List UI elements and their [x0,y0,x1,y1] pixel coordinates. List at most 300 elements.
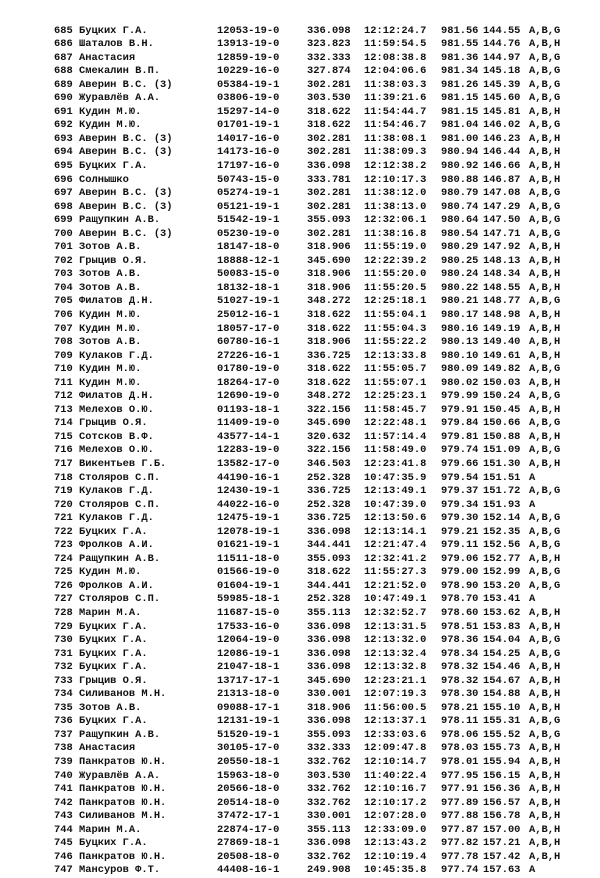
distance-value: 318.622 [307,322,351,335]
speed-value: 979.30 [441,512,479,525]
speed-value: 978.03 [441,742,479,755]
group-codes: A,B,H [529,403,561,416]
speed-value: 978.60 [441,607,479,620]
group-codes: A,B,G [529,579,561,592]
participant-name: Буцких Г.А. [79,159,148,172]
table-row [0,526,600,540]
distance-value: 332.762 [307,850,351,863]
speed-value: 980.92 [441,159,479,172]
points-value: 146.02 [483,119,521,132]
points-value: 147.92 [483,241,521,254]
table-row [0,417,600,431]
place-number: 688 [54,65,73,78]
participant-name: Филатов Д.Н. [79,295,154,308]
place-number: 731 [54,647,73,660]
table-row [0,323,600,337]
place-number: 706 [54,308,73,321]
ring-code: 12086-19-1 [217,647,280,660]
ring-code: 21047-18-1 [217,661,280,674]
points-value: 155.31 [483,715,521,728]
ring-code: 11511-18-0 [217,552,280,565]
ring-code: 14173-16-0 [217,146,280,159]
group-codes: A,B,H [529,769,561,782]
table-row [0,485,600,499]
participant-name: Кудин М.Ю. [79,322,142,335]
ring-code: 59985-18-1 [217,593,280,606]
distance-value: 346.503 [307,458,351,470]
points-value: 156.57 [483,796,521,809]
place-number: 720 [54,498,73,511]
speed-value: 978.06 [441,728,479,741]
participant-name: Грыцив О.Я. [79,417,148,430]
distance-value: 336.098 [307,24,351,37]
arrival-time: 11:55:22.2 [364,336,427,349]
table-row [0,25,600,39]
arrival-time: 11:58:49.0 [364,444,427,457]
speed-value: 979.34 [441,498,479,511]
ring-code: 18264-17-0 [217,376,280,389]
points-value: 154.67 [483,674,521,687]
ring-code: 13913-19-0 [217,38,280,51]
ring-code: 50743-15-0 [217,173,280,186]
points-value: 150.66 [483,417,521,430]
ring-code: 10229-16-0 [217,65,280,78]
arrival-time: 12:12:24.7 [364,24,427,37]
speed-value: 978.51 [441,620,479,633]
speed-value: 979.11 [441,539,479,552]
place-number: 709 [54,349,73,362]
table-row [0,580,600,594]
distance-value: 336.098 [307,525,351,538]
speed-value: 977.89 [441,796,479,809]
place-number: 705 [54,295,73,308]
arrival-time: 11:55:20.5 [364,281,427,294]
participant-name: Панкратов Ю.Н. [79,850,167,863]
participant-name: Аверин В.С. (3) [79,146,173,159]
group-codes: A,B,H [529,823,561,836]
points-value: 152.56 [483,539,521,552]
table-row [0,295,600,309]
arrival-time: 12:13:32.8 [364,661,427,674]
distance-value: 327.874 [307,65,351,78]
arrival-time: 11:38:09.3 [364,146,427,159]
speed-value: 979.21 [441,525,479,538]
arrival-time: 11:39:21.6 [364,92,427,105]
speed-value: 979.81 [441,430,479,443]
distance-value: 318.622 [307,119,351,132]
arrival-time: 12:25:18.1 [364,295,427,308]
participant-name: Буцких Г.А. [79,837,148,850]
group-codes: A,B,G [529,119,561,132]
speed-value: 979.54 [441,471,479,484]
group-codes: A,B,G [529,539,561,552]
arrival-time: 12:23:41.8 [364,458,427,470]
distance-value: 336.725 [307,485,351,498]
participant-name: Буцких Г.А. [79,647,148,660]
table-row [0,702,600,716]
place-number: 737 [54,728,73,741]
table-row [0,79,600,93]
group-codes: A,B,G [529,390,561,403]
group-codes: A,B,G [529,566,561,579]
ring-code: 18057-17-0 [217,322,280,335]
ring-code: 12859-19-0 [217,51,280,64]
group-codes: A,B,H [529,783,561,796]
points-value: 154.88 [483,688,521,701]
table-row [0,621,600,635]
ring-code: 18888-12-1 [217,254,280,267]
distance-value: 323.823 [307,38,351,51]
group-codes: A,B,G [529,417,561,430]
arrival-time: 12:13:37.1 [364,715,427,728]
table-row [0,783,600,797]
arrival-time: 12:22:48.1 [364,417,427,430]
points-value: 150.45 [483,403,521,416]
table-row [0,404,600,418]
participant-name: Мелехов О.Ю. [79,403,154,416]
points-value: 152.99 [483,566,521,579]
participant-name: Буцких Г.А. [79,24,148,37]
group-codes: A,B,G [529,634,561,647]
place-number: 744 [54,823,73,836]
group-codes: A,B,G [529,512,561,525]
group-codes: A,B,G [529,363,561,376]
table-row [0,824,600,838]
distance-value: 252.328 [307,498,351,511]
place-number: 745 [54,837,73,850]
participant-name: Кулаков Г.Д. [79,512,154,525]
speed-value: 980.17 [441,308,479,321]
ring-code: 15297-14-0 [217,105,280,118]
arrival-time: 12:21:47.4 [364,539,427,552]
ring-code: 25012-16-1 [217,308,280,321]
group-codes: A,B,H [529,810,561,823]
table-row [0,65,600,79]
group-codes: A,B,H [529,701,561,714]
group-codes: A,B,G [529,24,561,37]
distance-value: 355.093 [307,214,351,227]
ring-code: 01701-19-1 [217,119,280,132]
table-row [0,133,600,147]
points-value: 149.82 [483,363,521,376]
points-value: 144.76 [483,38,521,51]
distance-value: 318.622 [307,376,351,389]
points-value: 153.20 [483,579,521,592]
points-value: 145.81 [483,105,521,118]
speed-value: 977.95 [441,769,479,782]
participant-name: Кудин М.Ю. [79,119,142,132]
table-row [0,160,600,174]
speed-value: 979.06 [441,552,479,565]
place-number: 730 [54,634,73,647]
distance-value: 318.906 [307,336,351,349]
participant-name: Кудин М.Ю. [79,308,142,321]
arrival-time: 12:08:38.8 [364,51,427,64]
participant-name: Анастасия [79,51,136,64]
ring-code: 27869-18-1 [217,837,280,850]
ring-code: 01604-19-1 [217,579,280,592]
points-value: 156.15 [483,769,521,782]
group-codes: A,B,H [529,132,561,145]
place-number: 711 [54,376,73,389]
participant-name: Кудин М.Ю. [79,363,142,376]
group-codes: A [529,593,536,606]
table-row [0,648,600,662]
distance-value: 302.281 [307,187,351,200]
group-codes: A,B,G [529,214,561,227]
distance-value: 318.906 [307,281,351,294]
table-row [0,92,600,106]
ring-code: 20566-18-0 [217,783,280,796]
distance-value: 336.098 [307,159,351,172]
speed-value: 981.26 [441,78,479,91]
table-row [0,675,600,689]
table-row [0,268,600,282]
group-codes: A,B,H [529,607,561,620]
ring-code: 05121-19-1 [217,200,280,213]
points-value: 157.00 [483,823,521,836]
ring-code: 17197-16-0 [217,159,280,172]
table-row [0,553,600,567]
participant-name: Кудин М.Ю. [79,105,142,118]
speed-value: 981.00 [441,132,479,145]
participant-name: Грыцив О.Я. [79,254,148,267]
group-codes: A,B,H [529,458,561,470]
speed-value: 979.84 [441,417,479,430]
ring-code: 13582-17-0 [217,458,280,470]
speed-value: 978.36 [441,634,479,647]
place-number: 702 [54,254,73,267]
speed-value: 977.88 [441,810,479,823]
speed-value: 978.90 [441,579,479,592]
distance-value: 322.156 [307,444,351,457]
arrival-time: 12:07:28.0 [364,810,427,823]
arrival-time: 12:13:14.1 [364,525,427,538]
arrival-time: 12:23:21.1 [364,674,427,687]
participant-name: Панкратов Ю.Н. [79,796,167,809]
points-value: 153.41 [483,593,521,606]
arrival-time: 12:13:32.4 [364,647,427,660]
speed-value: 980.02 [441,376,479,389]
table-row [0,593,600,607]
points-value: 146.66 [483,159,521,172]
ring-code: 20514-18-0 [217,796,280,809]
group-codes: A,B,G [529,525,561,538]
distance-value: 348.272 [307,295,351,308]
group-codes: A [529,471,536,484]
place-number: 699 [54,214,73,227]
place-number: 743 [54,810,73,823]
participant-name: Аверин В.С. (3) [79,227,173,240]
ring-code: 18132-18-1 [217,281,280,294]
ring-code: 51542-19-1 [217,214,280,227]
participant-name: Столяров С.П. [79,471,161,484]
points-value: 149.61 [483,349,521,362]
ring-code: 14017-16-0 [217,132,280,145]
points-value: 154.25 [483,647,521,660]
ring-code: 12064-19-0 [217,634,280,647]
participant-name: Панкратов Ю.Н. [79,783,167,796]
ring-code: 12283-19-0 [217,444,280,457]
group-codes: A,B,H [529,376,561,389]
distance-value: 302.281 [307,78,351,91]
arrival-time: 12:13:43.2 [364,837,427,850]
arrival-time: 11:54:46.7 [364,119,427,132]
table-row [0,52,600,66]
ring-code: 11687-15-0 [217,607,280,620]
ring-code: 18147-18-0 [217,241,280,254]
distance-value: 355.113 [307,823,351,836]
table-row [0,742,600,756]
arrival-time: 12:32:06.1 [364,214,427,227]
distance-value: 318.906 [307,701,351,714]
speed-value: 979.00 [441,566,479,579]
arrival-time: 11:38:12.0 [364,187,427,200]
table-row [0,797,600,811]
place-number: 686 [54,38,73,51]
points-value: 154.46 [483,661,521,674]
distance-value: 355.093 [307,552,351,565]
table-row [0,864,600,878]
group-codes: A,B,H [529,322,561,335]
participant-name: Аверин В.С. (3) [79,200,173,213]
group-codes: A,B,G [529,647,561,660]
arrival-time: 12:13:50.6 [364,512,427,525]
arrival-time: 12:09:47.8 [364,742,427,755]
arrival-time: 11:55:20.0 [364,268,427,281]
place-number: 695 [54,159,73,172]
speed-value: 980.10 [441,349,479,362]
points-value: 151.09 [483,444,521,457]
table-row [0,539,600,553]
place-number: 734 [54,688,73,701]
points-value: 151.93 [483,498,521,511]
group-codes: A,B,H [529,159,561,172]
group-codes: A,B,H [529,688,561,701]
table-row [0,187,600,201]
speed-value: 979.91 [441,403,479,416]
table-row [0,499,600,513]
arrival-time: 12:10:16.7 [364,783,427,796]
distance-value: 302.281 [307,227,351,240]
ring-code: 20550-18-1 [217,756,280,769]
group-codes: A,B,H [529,146,561,159]
speed-value: 977.78 [441,850,479,863]
group-codes: A,B,H [529,552,561,565]
group-codes: A,B,G [529,65,561,78]
place-number: 716 [54,444,73,457]
arrival-time: 11:59:54.5 [364,38,427,51]
participant-name: Буцких Г.А. [79,634,148,647]
place-number: 693 [54,132,73,145]
arrival-time: 12:13:33.8 [364,349,427,362]
speed-value: 980.94 [441,146,479,159]
arrival-time: 12:13:31.5 [364,620,427,633]
speed-value: 978.34 [441,647,479,660]
arrival-time: 11:40:22.4 [364,769,427,782]
place-number: 722 [54,525,73,538]
ring-code: 12131-19-1 [217,715,280,728]
place-number: 739 [54,756,73,769]
points-value: 150.88 [483,430,521,443]
distance-value: 336.098 [307,715,351,728]
speed-value: 980.16 [441,322,479,335]
participant-name: Зотов А.В. [79,701,142,714]
group-codes: A,B,H [529,661,561,674]
table-row [0,634,600,648]
ring-code: 21313-18-0 [217,688,280,701]
place-number: 746 [54,850,73,863]
place-number: 715 [54,430,73,443]
table-row [0,255,600,269]
arrival-time: 11:54:44.7 [364,105,427,118]
distance-value: 330.001 [307,688,351,701]
speed-value: 980.21 [441,295,479,308]
points-value: 154.04 [483,634,521,647]
arrival-time: 12:13:49.1 [364,485,427,498]
speed-value: 978.30 [441,688,479,701]
table-row [0,837,600,851]
points-value: 156.36 [483,783,521,796]
group-codes: A,B,G [529,485,561,498]
points-value: 151.72 [483,485,521,498]
arrival-time: 12:22:39.2 [364,254,427,267]
distance-value: 332.333 [307,742,351,755]
points-value: 146.44 [483,146,521,159]
group-codes: A,B,G [529,728,561,741]
ring-code: 09088-17-1 [217,701,280,714]
place-number: 696 [54,173,73,186]
points-value: 144.97 [483,51,521,64]
distance-value: 249.908 [307,864,351,877]
participant-name: Фролков А.И. [79,539,154,552]
distance-value: 303.530 [307,92,351,105]
place-number: 729 [54,620,73,633]
speed-value: 980.64 [441,214,479,227]
points-value: 149.40 [483,336,521,349]
speed-value: 981.04 [441,119,479,132]
table-row [0,106,600,120]
group-codes: A,B,G [529,200,561,213]
place-number: 691 [54,105,73,118]
distance-value: 336.725 [307,512,351,525]
participant-name: Буцких Г.А. [79,715,148,728]
speed-value: 978.70 [441,593,479,606]
distance-value: 344.441 [307,579,351,592]
table-row [0,851,600,865]
points-value: 152.35 [483,525,521,538]
ring-code: 51520-19-1 [217,728,280,741]
participant-name: Аверин В.С. (3) [79,132,173,145]
points-value: 145.18 [483,65,521,78]
arrival-time: 12:21:52.0 [364,579,427,592]
participant-name: Филатов Д.Н. [79,390,154,403]
place-number: 690 [54,92,73,105]
participant-name: Аверин В.С. (3) [79,78,173,91]
place-number: 717 [54,458,73,470]
participant-name: Шаталов В.Н. [79,38,154,51]
distance-value: 318.906 [307,268,351,281]
table-row [0,566,600,580]
distance-value: 318.622 [307,105,351,118]
participant-name: Зотов А.В. [79,268,142,281]
arrival-time: 12:07:19.3 [364,688,427,701]
points-value: 153.83 [483,620,521,633]
group-codes: A,B,G [529,51,561,64]
participant-name: Грыцив О.Я. [79,674,148,687]
speed-value: 978.32 [441,661,479,674]
participant-name: Кудин М.Ю. [79,566,142,579]
